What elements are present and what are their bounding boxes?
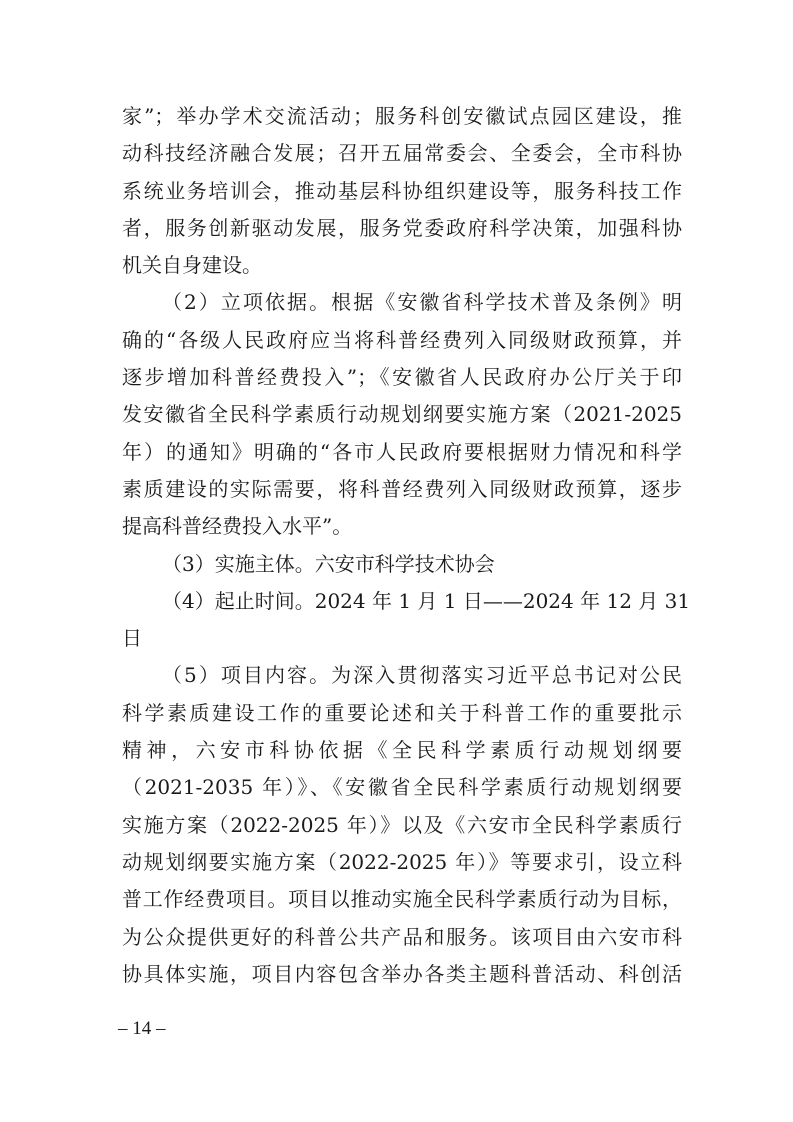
text-line: 者，服务创新驱动发展，服务党委政府科学决策，加强科协 [122, 215, 682, 240]
text-line: 精神，六安市科协依据《全民科学素质行动规划纲要 [122, 738, 682, 763]
text-line: 科学素质建设工作的重要论述和关于科普工作的重要批示 [122, 700, 682, 725]
text-line: 机关自身建设。 [122, 253, 262, 278]
text-line: 为公众提供更好的科普公共产品和服务。该项目由六安市科 [122, 924, 682, 949]
page-number: – 14 – [118, 1018, 166, 1039]
text-line: 系统业务培训会，推动基层科协组织建设等，服务科技工作 [122, 178, 682, 203]
text-line: （5）项目内容。为深入贯彻落实习近平总书记对公民 [162, 663, 682, 688]
text-line: （2021-2035 年）》、《安徽省全民科学素质行动规划纲要 [122, 775, 682, 800]
text-line: 动规划纲要实施方案（2022-2025 年）》等要求引，设立科 [122, 849, 682, 874]
text-line: 发安徽省全民科学素质行动规划纲要实施方案（2021-2025 [122, 402, 682, 427]
text-line: 普工作经费项目。项目以推动实施全民科学素质行动为目标， [122, 887, 682, 912]
document-body [122, 98, 691, 993]
text-line: 年）的通知》明确的“各市人民政府要根据财力情况和科学 [122, 439, 682, 464]
text-line: 确的“各级人民政府应当将科普经费列入同级财政预算，并 [122, 327, 682, 352]
text-line: 提高科普经费投入水平”。 [122, 514, 353, 539]
text-line: （4）起止时间。2024 年 1 月 1 日——2024 年 12 月 31 [162, 588, 691, 613]
text-line: 逐步增加科普经费投入”；《安徽省人民政府办公厅关于印 [122, 365, 682, 390]
text-line: 家”；举办学术交流活动；服务科创安徽试点园区建设，推 [122, 104, 682, 128]
text-line: （3）实施主体。六安市科学技术协会 [162, 551, 495, 576]
text-line: 实施方案（2022-2025 年）》以及《六安市全民科学素质行 [122, 812, 682, 837]
text-line: 日 [122, 626, 142, 651]
text-line: 素质建设的实际需要，将科普经费列入同级财政预算，逐步 [122, 476, 682, 501]
text-line: 动科技经济融合发展；召开五届常委会、全委会，全市科协 [122, 141, 682, 166]
text-line: （2）立项依据。根据《安徽省科学技术普及条例》明 [162, 290, 682, 315]
text-line: 协具体实施，项目内容包含举办各类主题科普活动、科创活 [122, 961, 682, 986]
